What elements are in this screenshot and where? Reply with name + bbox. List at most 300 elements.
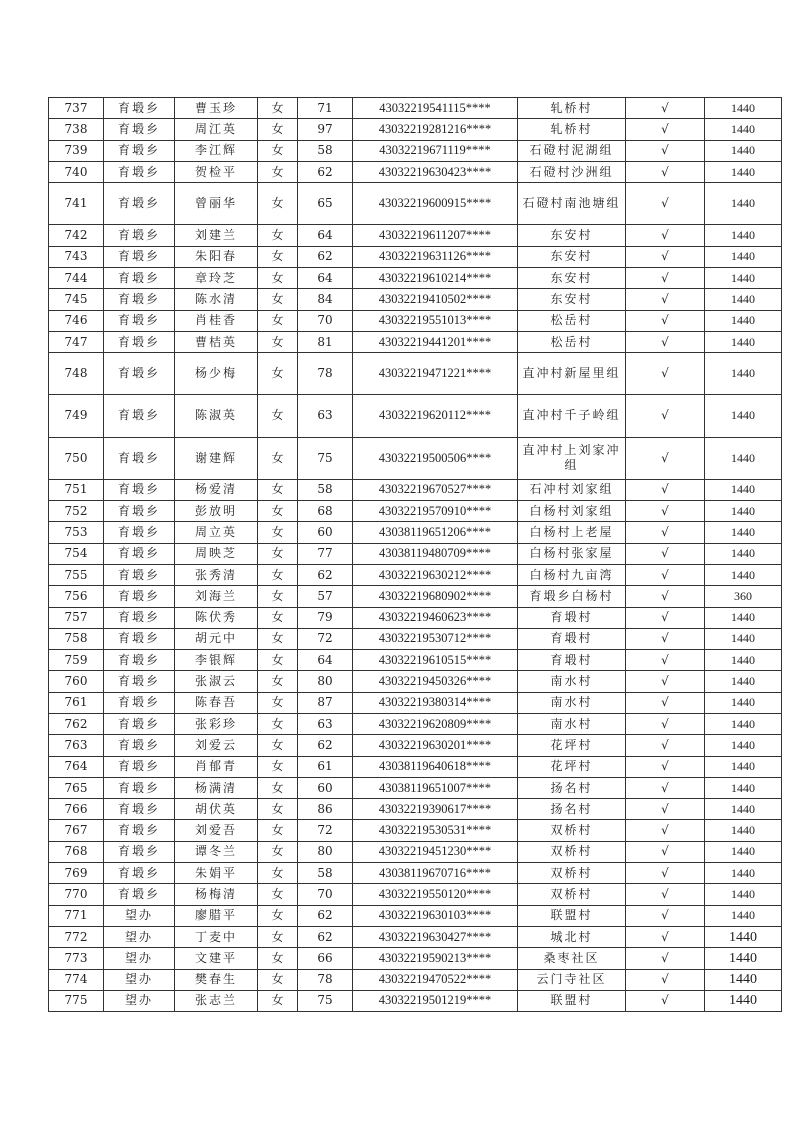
- amount-cell: 1440: [705, 820, 782, 841]
- village-cell: 南水村: [518, 692, 626, 713]
- township-cell: 望办: [104, 969, 175, 990]
- row-number-cell: 762: [49, 713, 104, 734]
- amount-cell: 1440: [705, 310, 782, 331]
- age-cell: 66: [298, 948, 353, 969]
- gender-cell: 女: [258, 289, 298, 310]
- row-number-cell: 775: [49, 990, 104, 1011]
- roster-table-body: [49, 98, 782, 1012]
- village-cell: 白杨村刘家组: [518, 501, 626, 522]
- gender-cell: 女: [258, 543, 298, 564]
- table-row: [49, 395, 782, 437]
- amount-cell: 1440: [705, 650, 782, 671]
- amount-cell: 1440: [705, 692, 782, 713]
- id-number-cell: 43032219471221****: [353, 353, 518, 395]
- name-cell: 谭冬兰: [175, 841, 258, 862]
- table-row: [49, 501, 782, 522]
- check-mark-cell: √: [626, 501, 705, 522]
- gender-cell: 女: [258, 225, 298, 246]
- table-row: [49, 863, 782, 884]
- gender-cell: 女: [258, 479, 298, 500]
- row-number-cell: 742: [49, 225, 104, 246]
- table-row: [49, 905, 782, 926]
- name-cell: 张秀清: [175, 564, 258, 585]
- gender-cell: 女: [258, 863, 298, 884]
- village-cell: 直冲村上刘家冲组: [518, 437, 626, 479]
- table-row: [49, 884, 782, 905]
- amount-cell: 1440: [705, 161, 782, 182]
- id-number-cell: 43032219470522****: [353, 969, 518, 990]
- amount-cell: 1440: [705, 501, 782, 522]
- check-mark-cell: √: [626, 628, 705, 649]
- name-cell: 文建平: [175, 948, 258, 969]
- amount-cell: 1440: [705, 948, 782, 969]
- row-number-cell: 737: [49, 98, 104, 119]
- gender-cell: 女: [258, 841, 298, 862]
- gender-cell: 女: [258, 501, 298, 522]
- village-cell: 育塅乡白杨村: [518, 586, 626, 607]
- gender-cell: 女: [258, 650, 298, 671]
- age-cell: 77: [298, 543, 353, 564]
- row-number-cell: 740: [49, 161, 104, 182]
- village-cell: 轧桥村: [518, 98, 626, 119]
- amount-cell: 1440: [705, 735, 782, 756]
- age-cell: 75: [298, 437, 353, 479]
- check-mark-cell: √: [626, 713, 705, 734]
- age-cell: 62: [298, 926, 353, 947]
- table-row: [49, 586, 782, 607]
- name-cell: 刘海兰: [175, 586, 258, 607]
- check-mark-cell: √: [626, 777, 705, 798]
- table-row: [49, 735, 782, 756]
- name-cell: 谢建辉: [175, 437, 258, 479]
- id-number-cell: 43032219500506****: [353, 437, 518, 479]
- township-cell: 育塅乡: [104, 863, 175, 884]
- township-cell: 望办: [104, 948, 175, 969]
- table-row: [49, 650, 782, 671]
- village-cell: 东安村: [518, 289, 626, 310]
- table-row: [49, 543, 782, 564]
- amount-cell: 1440: [705, 841, 782, 862]
- age-cell: 75: [298, 990, 353, 1011]
- name-cell: 杨满清: [175, 777, 258, 798]
- id-number-cell: 43032219390617****: [353, 799, 518, 820]
- township-cell: 育塅乡: [104, 119, 175, 140]
- township-cell: 育塅乡: [104, 735, 175, 756]
- row-number-cell: 764: [49, 756, 104, 777]
- gender-cell: 女: [258, 799, 298, 820]
- id-number-cell: 43032219410502****: [353, 289, 518, 310]
- row-number-cell: 747: [49, 331, 104, 352]
- row-number-cell: 749: [49, 395, 104, 437]
- id-number-cell: 43032219620809****: [353, 713, 518, 734]
- age-cell: 62: [298, 564, 353, 585]
- village-cell: 石磴村南池塘组: [518, 183, 626, 225]
- row-number-cell: 744: [49, 267, 104, 288]
- name-cell: 胡元中: [175, 628, 258, 649]
- amount-cell: 1440: [705, 777, 782, 798]
- age-cell: 62: [298, 735, 353, 756]
- village-cell: 花坪村: [518, 756, 626, 777]
- name-cell: 杨少梅: [175, 353, 258, 395]
- name-cell: 贺检平: [175, 161, 258, 182]
- age-cell: 81: [298, 331, 353, 352]
- check-mark-cell: √: [626, 140, 705, 161]
- gender-cell: 女: [258, 331, 298, 352]
- check-mark-cell: √: [626, 479, 705, 500]
- table-row: [49, 522, 782, 543]
- table-row: [49, 246, 782, 267]
- village-cell: 白杨村张家屋: [518, 543, 626, 564]
- amount-cell: 1440: [705, 395, 782, 437]
- name-cell: 彭放明: [175, 501, 258, 522]
- name-cell: 曾丽华: [175, 183, 258, 225]
- amount-cell: 1440: [705, 479, 782, 500]
- township-cell: 育塅乡: [104, 225, 175, 246]
- row-number-cell: 741: [49, 183, 104, 225]
- row-number-cell: 746: [49, 310, 104, 331]
- gender-cell: 女: [258, 310, 298, 331]
- village-cell: 轧桥村: [518, 119, 626, 140]
- amount-cell: 1440: [705, 905, 782, 926]
- township-cell: 育塅乡: [104, 353, 175, 395]
- village-cell: 松岳村: [518, 331, 626, 352]
- check-mark-cell: √: [626, 863, 705, 884]
- amount-cell: 1440: [705, 331, 782, 352]
- table-row: [49, 437, 782, 479]
- check-mark-cell: √: [626, 437, 705, 479]
- id-number-cell: 43032219441201****: [353, 331, 518, 352]
- township-cell: 育塅乡: [104, 522, 175, 543]
- table-row: [49, 183, 782, 225]
- village-cell: 双桥村: [518, 863, 626, 884]
- township-cell: 育塅乡: [104, 671, 175, 692]
- township-cell: 育塅乡: [104, 756, 175, 777]
- table-row: [49, 161, 782, 182]
- row-number-cell: 759: [49, 650, 104, 671]
- township-cell: 育塅乡: [104, 777, 175, 798]
- village-cell: 扬名村: [518, 799, 626, 820]
- township-cell: 育塅乡: [104, 140, 175, 161]
- id-number-cell: 43032219501219****: [353, 990, 518, 1011]
- id-number-cell: 43032219550120****: [353, 884, 518, 905]
- name-cell: 刘建兰: [175, 225, 258, 246]
- row-number-cell: 772: [49, 926, 104, 947]
- row-number-cell: 774: [49, 969, 104, 990]
- id-number-cell: 43032219451230****: [353, 841, 518, 862]
- village-cell: 育塅村: [518, 607, 626, 628]
- age-cell: 61: [298, 756, 353, 777]
- name-cell: 刘爱云: [175, 735, 258, 756]
- township-cell: 望办: [104, 926, 175, 947]
- table-row: [49, 607, 782, 628]
- id-number-cell: 43038119651007****: [353, 777, 518, 798]
- gender-cell: 女: [258, 161, 298, 182]
- gender-cell: 女: [258, 183, 298, 225]
- age-cell: 62: [298, 905, 353, 926]
- township-cell: 育塅乡: [104, 692, 175, 713]
- age-cell: 70: [298, 310, 353, 331]
- id-number-cell: 43032219281216****: [353, 119, 518, 140]
- age-cell: 71: [298, 98, 353, 119]
- gender-cell: 女: [258, 969, 298, 990]
- age-cell: 78: [298, 969, 353, 990]
- amount-cell: 1440: [705, 183, 782, 225]
- age-cell: 86: [298, 799, 353, 820]
- gender-cell: 女: [258, 905, 298, 926]
- check-mark-cell: √: [626, 926, 705, 947]
- id-number-cell: 43032219590213****: [353, 948, 518, 969]
- gender-cell: 女: [258, 884, 298, 905]
- township-cell: 育塅乡: [104, 267, 175, 288]
- amount-cell: 1440: [705, 267, 782, 288]
- township-cell: 育塅乡: [104, 183, 175, 225]
- name-cell: 朱娟平: [175, 863, 258, 884]
- table-row: [49, 969, 782, 990]
- gender-cell: 女: [258, 777, 298, 798]
- row-number-cell: 770: [49, 884, 104, 905]
- name-cell: 陈水清: [175, 289, 258, 310]
- gender-cell: 女: [258, 119, 298, 140]
- check-mark-cell: √: [626, 395, 705, 437]
- check-mark-cell: √: [626, 161, 705, 182]
- age-cell: 63: [298, 713, 353, 734]
- name-cell: 廖腊平: [175, 905, 258, 926]
- amount-cell: 1440: [705, 522, 782, 543]
- id-number-cell: 43032219450326****: [353, 671, 518, 692]
- table-row: [49, 289, 782, 310]
- id-number-cell: 43032219541115****: [353, 98, 518, 119]
- amount-cell: 1440: [705, 990, 782, 1011]
- village-cell: 扬名村: [518, 777, 626, 798]
- gender-cell: 女: [258, 522, 298, 543]
- gender-cell: 女: [258, 990, 298, 1011]
- id-number-cell: 43032219610214****: [353, 267, 518, 288]
- id-number-cell: 43032219611207****: [353, 225, 518, 246]
- amount-cell: 1440: [705, 543, 782, 564]
- id-number-cell: 43032219530531****: [353, 820, 518, 841]
- village-cell: 白杨村九亩湾: [518, 564, 626, 585]
- village-cell: 东安村: [518, 225, 626, 246]
- row-number-cell: 768: [49, 841, 104, 862]
- check-mark-cell: √: [626, 225, 705, 246]
- gender-cell: 女: [258, 267, 298, 288]
- age-cell: 65: [298, 183, 353, 225]
- age-cell: 58: [298, 479, 353, 500]
- township-cell: 育塅乡: [104, 607, 175, 628]
- gender-cell: 女: [258, 756, 298, 777]
- row-number-cell: 769: [49, 863, 104, 884]
- township-cell: 育塅乡: [104, 799, 175, 820]
- name-cell: 朱阳春: [175, 246, 258, 267]
- row-number-cell: 756: [49, 586, 104, 607]
- village-cell: 石磴村沙洲组: [518, 161, 626, 182]
- check-mark-cell: √: [626, 310, 705, 331]
- table-row: [49, 628, 782, 649]
- name-cell: 张淑云: [175, 671, 258, 692]
- name-cell: 张志兰: [175, 990, 258, 1011]
- township-cell: 育塅乡: [104, 586, 175, 607]
- check-mark-cell: √: [626, 183, 705, 225]
- id-number-cell: 43032219600915****: [353, 183, 518, 225]
- table-row: [49, 777, 782, 798]
- table-row: [49, 267, 782, 288]
- amount-cell: 1440: [705, 437, 782, 479]
- id-number-cell: 43038119480709****: [353, 543, 518, 564]
- gender-cell: 女: [258, 926, 298, 947]
- row-number-cell: 750: [49, 437, 104, 479]
- age-cell: 80: [298, 841, 353, 862]
- age-cell: 64: [298, 225, 353, 246]
- village-cell: 双桥村: [518, 884, 626, 905]
- township-cell: 育塅乡: [104, 501, 175, 522]
- check-mark-cell: √: [626, 990, 705, 1011]
- gender-cell: 女: [258, 735, 298, 756]
- table-row: [49, 353, 782, 395]
- table-row: [49, 692, 782, 713]
- township-cell: 育塅乡: [104, 331, 175, 352]
- gender-cell: 女: [258, 98, 298, 119]
- check-mark-cell: √: [626, 586, 705, 607]
- amount-cell: 1440: [705, 884, 782, 905]
- row-number-cell: 745: [49, 289, 104, 310]
- age-cell: 80: [298, 671, 353, 692]
- gender-cell: 女: [258, 628, 298, 649]
- amount-cell: 1440: [705, 98, 782, 119]
- amount-cell: 1440: [705, 140, 782, 161]
- township-cell: 育塅乡: [104, 650, 175, 671]
- name-cell: 丁麦中: [175, 926, 258, 947]
- row-number-cell: 757: [49, 607, 104, 628]
- age-cell: 72: [298, 628, 353, 649]
- amount-cell: 360: [705, 586, 782, 607]
- name-cell: 刘爱吾: [175, 820, 258, 841]
- gender-cell: 女: [258, 586, 298, 607]
- row-number-cell: 748: [49, 353, 104, 395]
- name-cell: 陈淑英: [175, 395, 258, 437]
- gender-cell: 女: [258, 671, 298, 692]
- amount-cell: 1440: [705, 969, 782, 990]
- id-number-cell: 43038119651206****: [353, 522, 518, 543]
- township-cell: 育塅乡: [104, 543, 175, 564]
- check-mark-cell: √: [626, 267, 705, 288]
- age-cell: 68: [298, 501, 353, 522]
- age-cell: 87: [298, 692, 353, 713]
- gender-cell: 女: [258, 353, 298, 395]
- name-cell: 章玲芝: [175, 267, 258, 288]
- village-cell: 育塅村: [518, 628, 626, 649]
- age-cell: 58: [298, 863, 353, 884]
- village-cell: 东安村: [518, 246, 626, 267]
- check-mark-cell: √: [626, 331, 705, 352]
- amount-cell: 1440: [705, 119, 782, 140]
- id-number-cell: 43038119670716****: [353, 863, 518, 884]
- village-cell: 南水村: [518, 671, 626, 692]
- table-row: [49, 799, 782, 820]
- township-cell: 育塅乡: [104, 841, 175, 862]
- name-cell: 周映芝: [175, 543, 258, 564]
- check-mark-cell: √: [626, 522, 705, 543]
- row-number-cell: 767: [49, 820, 104, 841]
- age-cell: 60: [298, 777, 353, 798]
- table-row: [49, 841, 782, 862]
- id-number-cell: 43038119640618****: [353, 756, 518, 777]
- township-cell: 育塅乡: [104, 310, 175, 331]
- table-row: [49, 713, 782, 734]
- gender-cell: 女: [258, 713, 298, 734]
- table-row: [49, 756, 782, 777]
- village-cell: 南水村: [518, 713, 626, 734]
- table-row: [49, 331, 782, 352]
- name-cell: 李银辉: [175, 650, 258, 671]
- amount-cell: 1440: [705, 564, 782, 585]
- name-cell: 杨梅清: [175, 884, 258, 905]
- name-cell: 杨爱清: [175, 479, 258, 500]
- check-mark-cell: √: [626, 650, 705, 671]
- table-row: [49, 671, 782, 692]
- name-cell: 胡伏英: [175, 799, 258, 820]
- amount-cell: 1440: [705, 756, 782, 777]
- township-cell: 望办: [104, 990, 175, 1011]
- table-row: [49, 479, 782, 500]
- check-mark-cell: √: [626, 820, 705, 841]
- gender-cell: 女: [258, 607, 298, 628]
- amount-cell: 1440: [705, 713, 782, 734]
- amount-cell: 1440: [705, 289, 782, 310]
- township-cell: 育塅乡: [104, 161, 175, 182]
- village-cell: 白杨村上老屋: [518, 522, 626, 543]
- age-cell: 62: [298, 161, 353, 182]
- table-row: [49, 310, 782, 331]
- village-cell: 花坪村: [518, 735, 626, 756]
- check-mark-cell: √: [626, 799, 705, 820]
- table-row: [49, 990, 782, 1011]
- id-number-cell: 43032219630201****: [353, 735, 518, 756]
- id-number-cell: 43032219630427****: [353, 926, 518, 947]
- check-mark-cell: √: [626, 969, 705, 990]
- table-row: [49, 225, 782, 246]
- row-number-cell: 755: [49, 564, 104, 585]
- check-mark-cell: √: [626, 289, 705, 310]
- village-cell: 东安村: [518, 267, 626, 288]
- table-row: [49, 948, 782, 969]
- row-number-cell: 760: [49, 671, 104, 692]
- gender-cell: 女: [258, 140, 298, 161]
- check-mark-cell: √: [626, 671, 705, 692]
- check-mark-cell: √: [626, 119, 705, 140]
- id-number-cell: 43032219680902****: [353, 586, 518, 607]
- row-number-cell: 773: [49, 948, 104, 969]
- amount-cell: 1440: [705, 799, 782, 820]
- age-cell: 84: [298, 289, 353, 310]
- name-cell: 张彩珍: [175, 713, 258, 734]
- village-cell: 城北村: [518, 926, 626, 947]
- village-cell: 桑枣社区: [518, 948, 626, 969]
- name-cell: 曹玉珍: [175, 98, 258, 119]
- township-cell: 育塅乡: [104, 820, 175, 841]
- age-cell: 63: [298, 395, 353, 437]
- village-cell: 云门寺社区: [518, 969, 626, 990]
- gender-cell: 女: [258, 564, 298, 585]
- row-number-cell: 771: [49, 905, 104, 926]
- name-cell: 周江英: [175, 119, 258, 140]
- amount-cell: 1440: [705, 353, 782, 395]
- name-cell: 周立英: [175, 522, 258, 543]
- gender-cell: 女: [258, 246, 298, 267]
- township-cell: 育塅乡: [104, 713, 175, 734]
- row-number-cell: 758: [49, 628, 104, 649]
- table-row: [49, 926, 782, 947]
- gender-cell: 女: [258, 692, 298, 713]
